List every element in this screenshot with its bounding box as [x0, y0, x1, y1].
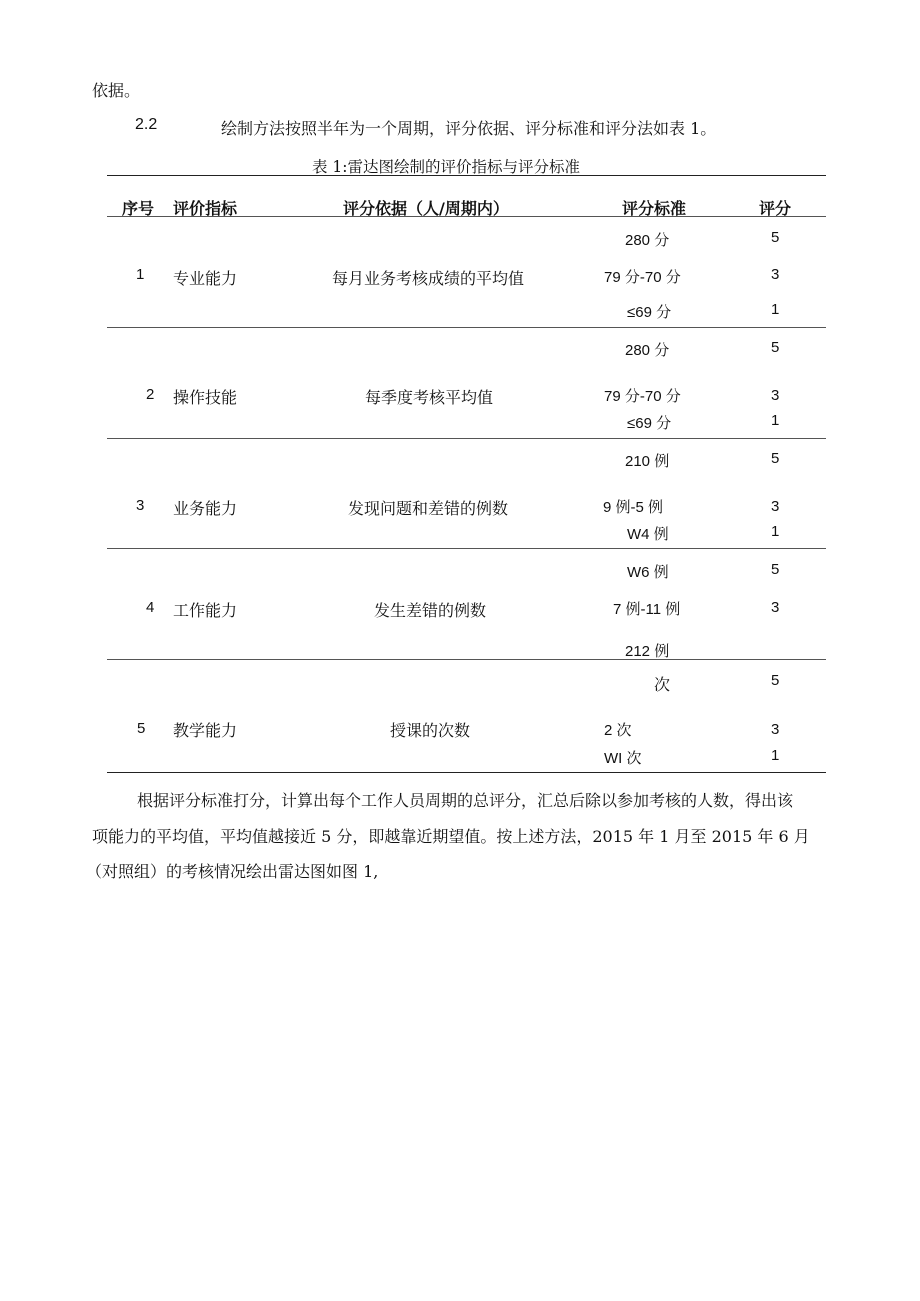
row-standard: W4 例 — [627, 526, 669, 543]
row-score: 5 — [771, 672, 780, 689]
row-standard: 7 例-11 例 — [613, 601, 681, 618]
row-score: 3 — [771, 266, 780, 283]
row-indicator: 工作能力 — [173, 601, 238, 620]
row-no: 1 — [136, 266, 145, 283]
row-standard: 79 分-70 分 — [604, 269, 681, 286]
paragraph-line-1: 根据评分标准打分，计算出每个工作人员周期的总评分，汇总后除以参加考核的人数，得出该 — [137, 791, 794, 810]
paragraph-line-2: 项能力的平均值，平均值越接近 5 分，即越靠近期望值。按上述方法，2015 年 1 月至 2015 年 6 月 — [92, 827, 810, 846]
intro-tail-text: 依据。 — [92, 81, 141, 100]
row-standard: 79 分-70 分 — [604, 388, 681, 405]
row-score: 5 — [771, 339, 780, 356]
row-standard: ≤69 分 — [627, 304, 672, 321]
row-indicator: 专业能力 — [173, 269, 238, 288]
row-no: 4 — [146, 599, 155, 616]
row-standard: 280 分 — [625, 342, 670, 359]
row-score: 3 — [771, 387, 780, 404]
row-standard: 280 分 — [625, 232, 670, 249]
row-indicator: 操作技能 — [173, 388, 238, 407]
paragraph-line-3: （对照组）的考核情况绘出雷达图如图 1, — [86, 862, 379, 881]
row-score: 1 — [771, 412, 780, 429]
row-basis: 每月业务考核成绩的平均值 — [332, 269, 525, 288]
row-score: 3 — [771, 721, 780, 738]
row-no: 2 — [146, 386, 155, 403]
row-standard: ≤69 分 — [627, 415, 672, 432]
row-standard: 9 例-5 例 — [603, 499, 664, 516]
row-indicator: 教学能力 — [173, 721, 238, 740]
row-score: 1 — [771, 523, 780, 540]
row-indicator: 业务能力 — [173, 499, 238, 518]
row-basis: 每季度考核平均值 — [365, 388, 494, 407]
row-no: 5 — [137, 720, 146, 737]
row-standard: 次 — [654, 675, 671, 694]
table-top-rule — [107, 175, 826, 176]
row-score: 5 — [771, 229, 780, 246]
header-score: 评分 — [759, 199, 792, 218]
row-basis: 发生差错的例数 — [374, 601, 487, 620]
row-score: 1 — [771, 747, 780, 764]
row-divider — [107, 548, 826, 549]
section-text: 绘制方法按照半年为一个周期，评分依据、评分标准和评分法如表 1。 — [221, 119, 717, 138]
table-caption: 表 1:雷达图绘制的评价指标与评分标准 — [312, 158, 581, 176]
row-standard: 210 例 — [625, 453, 670, 470]
header-rule — [107, 216, 826, 217]
row-standard: 212 例 — [625, 643, 670, 660]
header-standard: 评分标准 — [622, 199, 687, 218]
table-bottom-rule — [107, 772, 826, 773]
row-basis: 授课的次数 — [390, 721, 471, 740]
row-score: 5 — [771, 450, 780, 467]
row-score: 5 — [771, 561, 780, 578]
header-no: 序号 — [122, 199, 155, 218]
row-divider — [107, 659, 826, 660]
row-divider — [107, 438, 826, 439]
row-score: 3 — [771, 498, 780, 515]
row-basis: 发现问题和差错的例数 — [348, 499, 509, 518]
row-standard: WI 次 — [604, 750, 642, 767]
header-basis: 评分依据（人/周期内） — [343, 199, 509, 218]
row-divider — [107, 327, 826, 328]
header-indicator: 评价指标 — [173, 199, 238, 218]
row-score: 3 — [771, 599, 780, 616]
row-score: 1 — [771, 301, 780, 318]
section-number: 2.2 — [135, 116, 158, 133]
row-standard: 2 次 — [604, 722, 632, 739]
row-standard: W6 例 — [627, 564, 669, 581]
row-no: 3 — [136, 497, 145, 514]
